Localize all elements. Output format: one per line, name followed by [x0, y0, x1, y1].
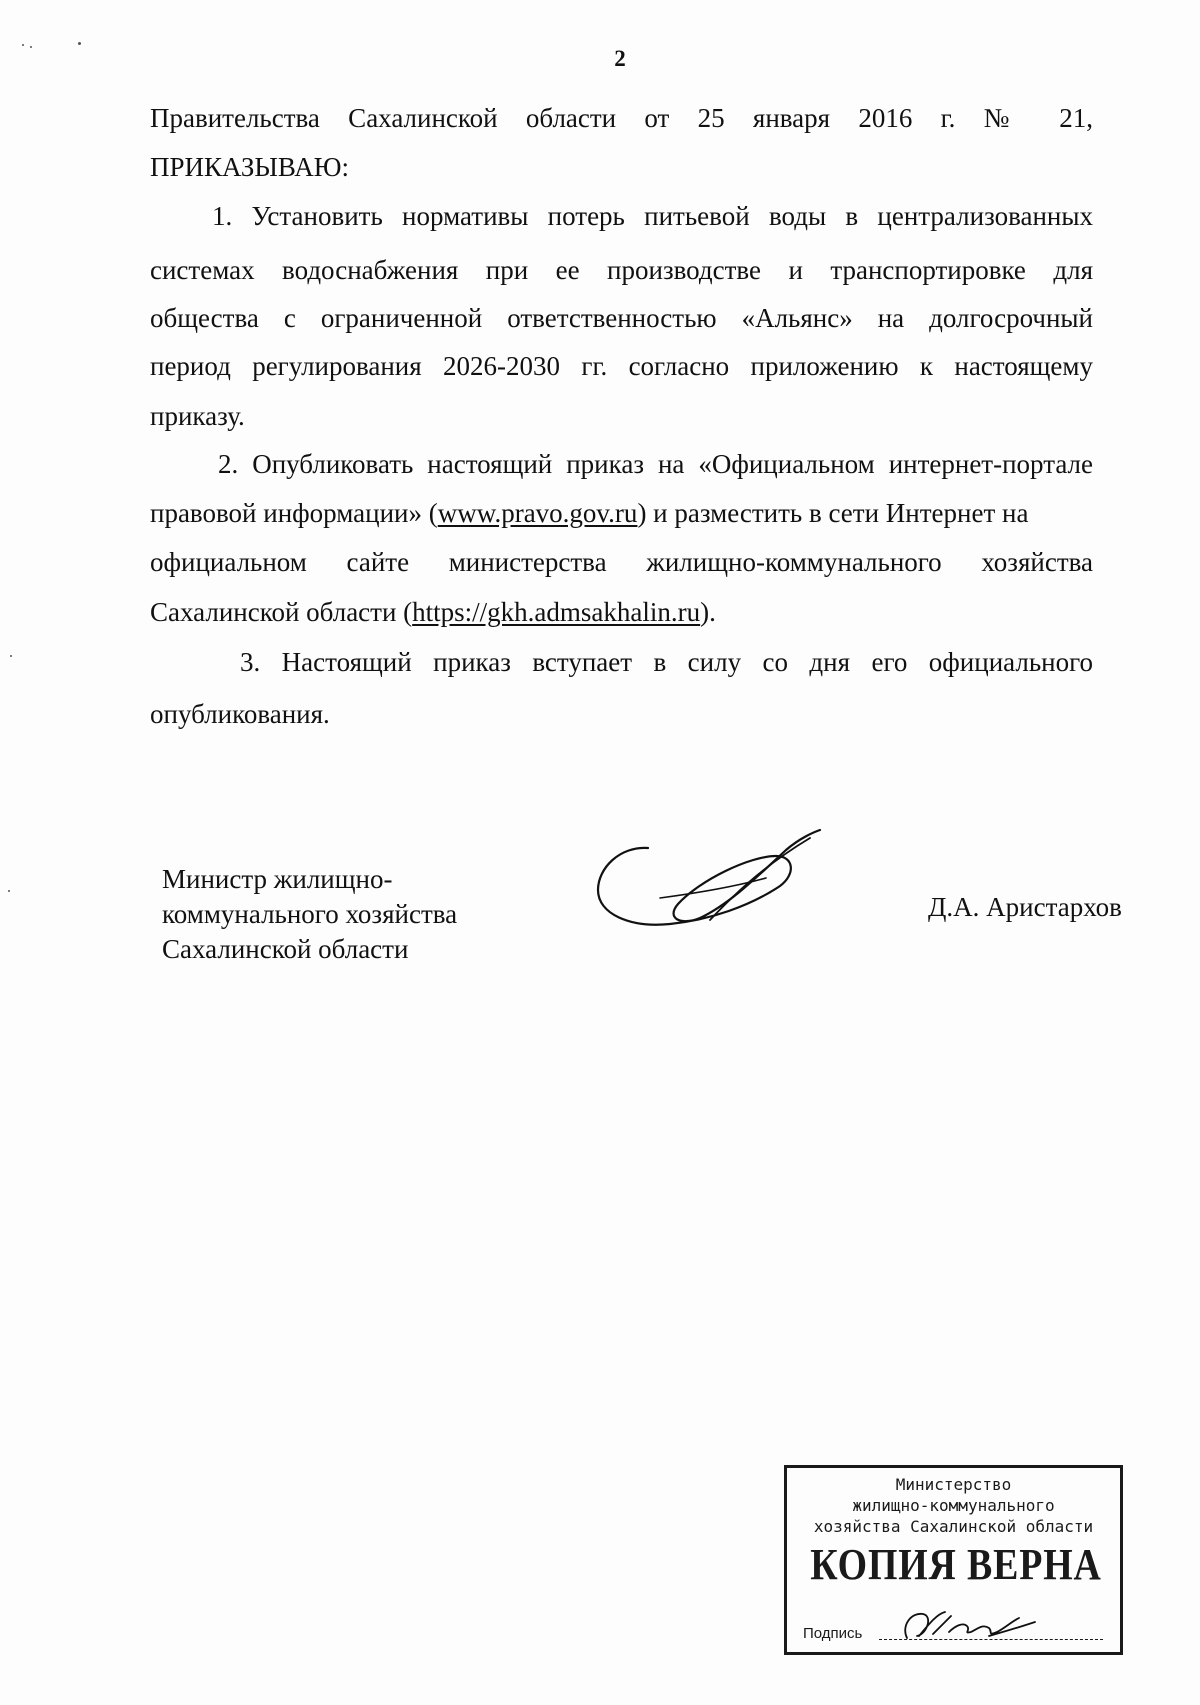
signatory-position-line: Сахалинской области	[162, 934, 409, 964]
item1-line-4: период регулирования 2026-2030 гг. согласно приложению к настоящему	[150, 351, 1093, 381]
item1-line-2: системах водоснабжения при ее производстве и транспортировке для	[150, 255, 1093, 285]
item3-line-2: опубликования.	[150, 699, 330, 729]
item1-line-3: общества с ограниченной ответственностью «Альянс» на долгосрочный	[150, 303, 1093, 333]
handwritten-signature	[590, 828, 830, 938]
pravo-link[interactable]: www.pravo.gov.ru	[437, 498, 638, 528]
item2-line-3: официальном сайте министерства жилищно-коммунального хозяйства	[150, 547, 1093, 577]
item2-line-2	[150, 497, 1093, 529]
item2-line-2-start: правовой информации» (	[150, 498, 438, 528]
page-number: 2	[614, 46, 626, 71]
certified-copy-stamp	[784, 1465, 1123, 1655]
stamp-handwritten-signature	[893, 1606, 1043, 1644]
preamble-line-1: Правительства Сахалинской области от 25 января 2016 г. № 21,	[150, 103, 1093, 133]
scan-speck	[78, 42, 81, 45]
item1-line-5: приказу.	[150, 401, 245, 431]
stamp-org-line: хозяйства Сахалинской области	[813, 1517, 1094, 1536]
item3-line-1: 3. Настоящий приказ вступает в силу со дня его официального	[240, 647, 1093, 677]
stamp-signature-row	[803, 1610, 1103, 1644]
signatory-position	[162, 862, 457, 967]
item2-line-4-start: Сахалинской области (	[150, 597, 413, 627]
signatory-position-line: Министр жилищно-	[162, 864, 393, 894]
scan-speck	[8, 890, 10, 892]
stamp-org-line: жилищно-коммунального	[852, 1496, 1055, 1515]
signatory-name: Д.А. Аристархов	[928, 892, 1122, 922]
gkh-link[interactable]: https://gkh.admsakhalin.ru	[412, 597, 701, 627]
item2-line-2-end: ) и разместить в сети Интернет на	[637, 498, 1029, 528]
item2-line-4	[150, 596, 716, 628]
item1-line-1: 1. Установить нормативы потерь питьевой воды в централизованных	[212, 201, 1093, 231]
signatory-position-line: коммунального хозяйства	[162, 899, 458, 929]
scan-speck	[10, 655, 12, 657]
stamp-org-line: Министерство	[895, 1475, 1012, 1494]
stamp-sign-label: Подпись	[803, 1625, 863, 1642]
stamp-title: КОПИЯ ВЕРНА	[810, 1540, 1102, 1589]
item2-line-1: 2. Опубликовать настоящий приказ на «Официальном интернет-портале	[218, 449, 1093, 479]
item2-line-4-end: ).	[700, 597, 716, 627]
order-word: ПРИКАЗЫВАЮ:	[150, 152, 349, 182]
